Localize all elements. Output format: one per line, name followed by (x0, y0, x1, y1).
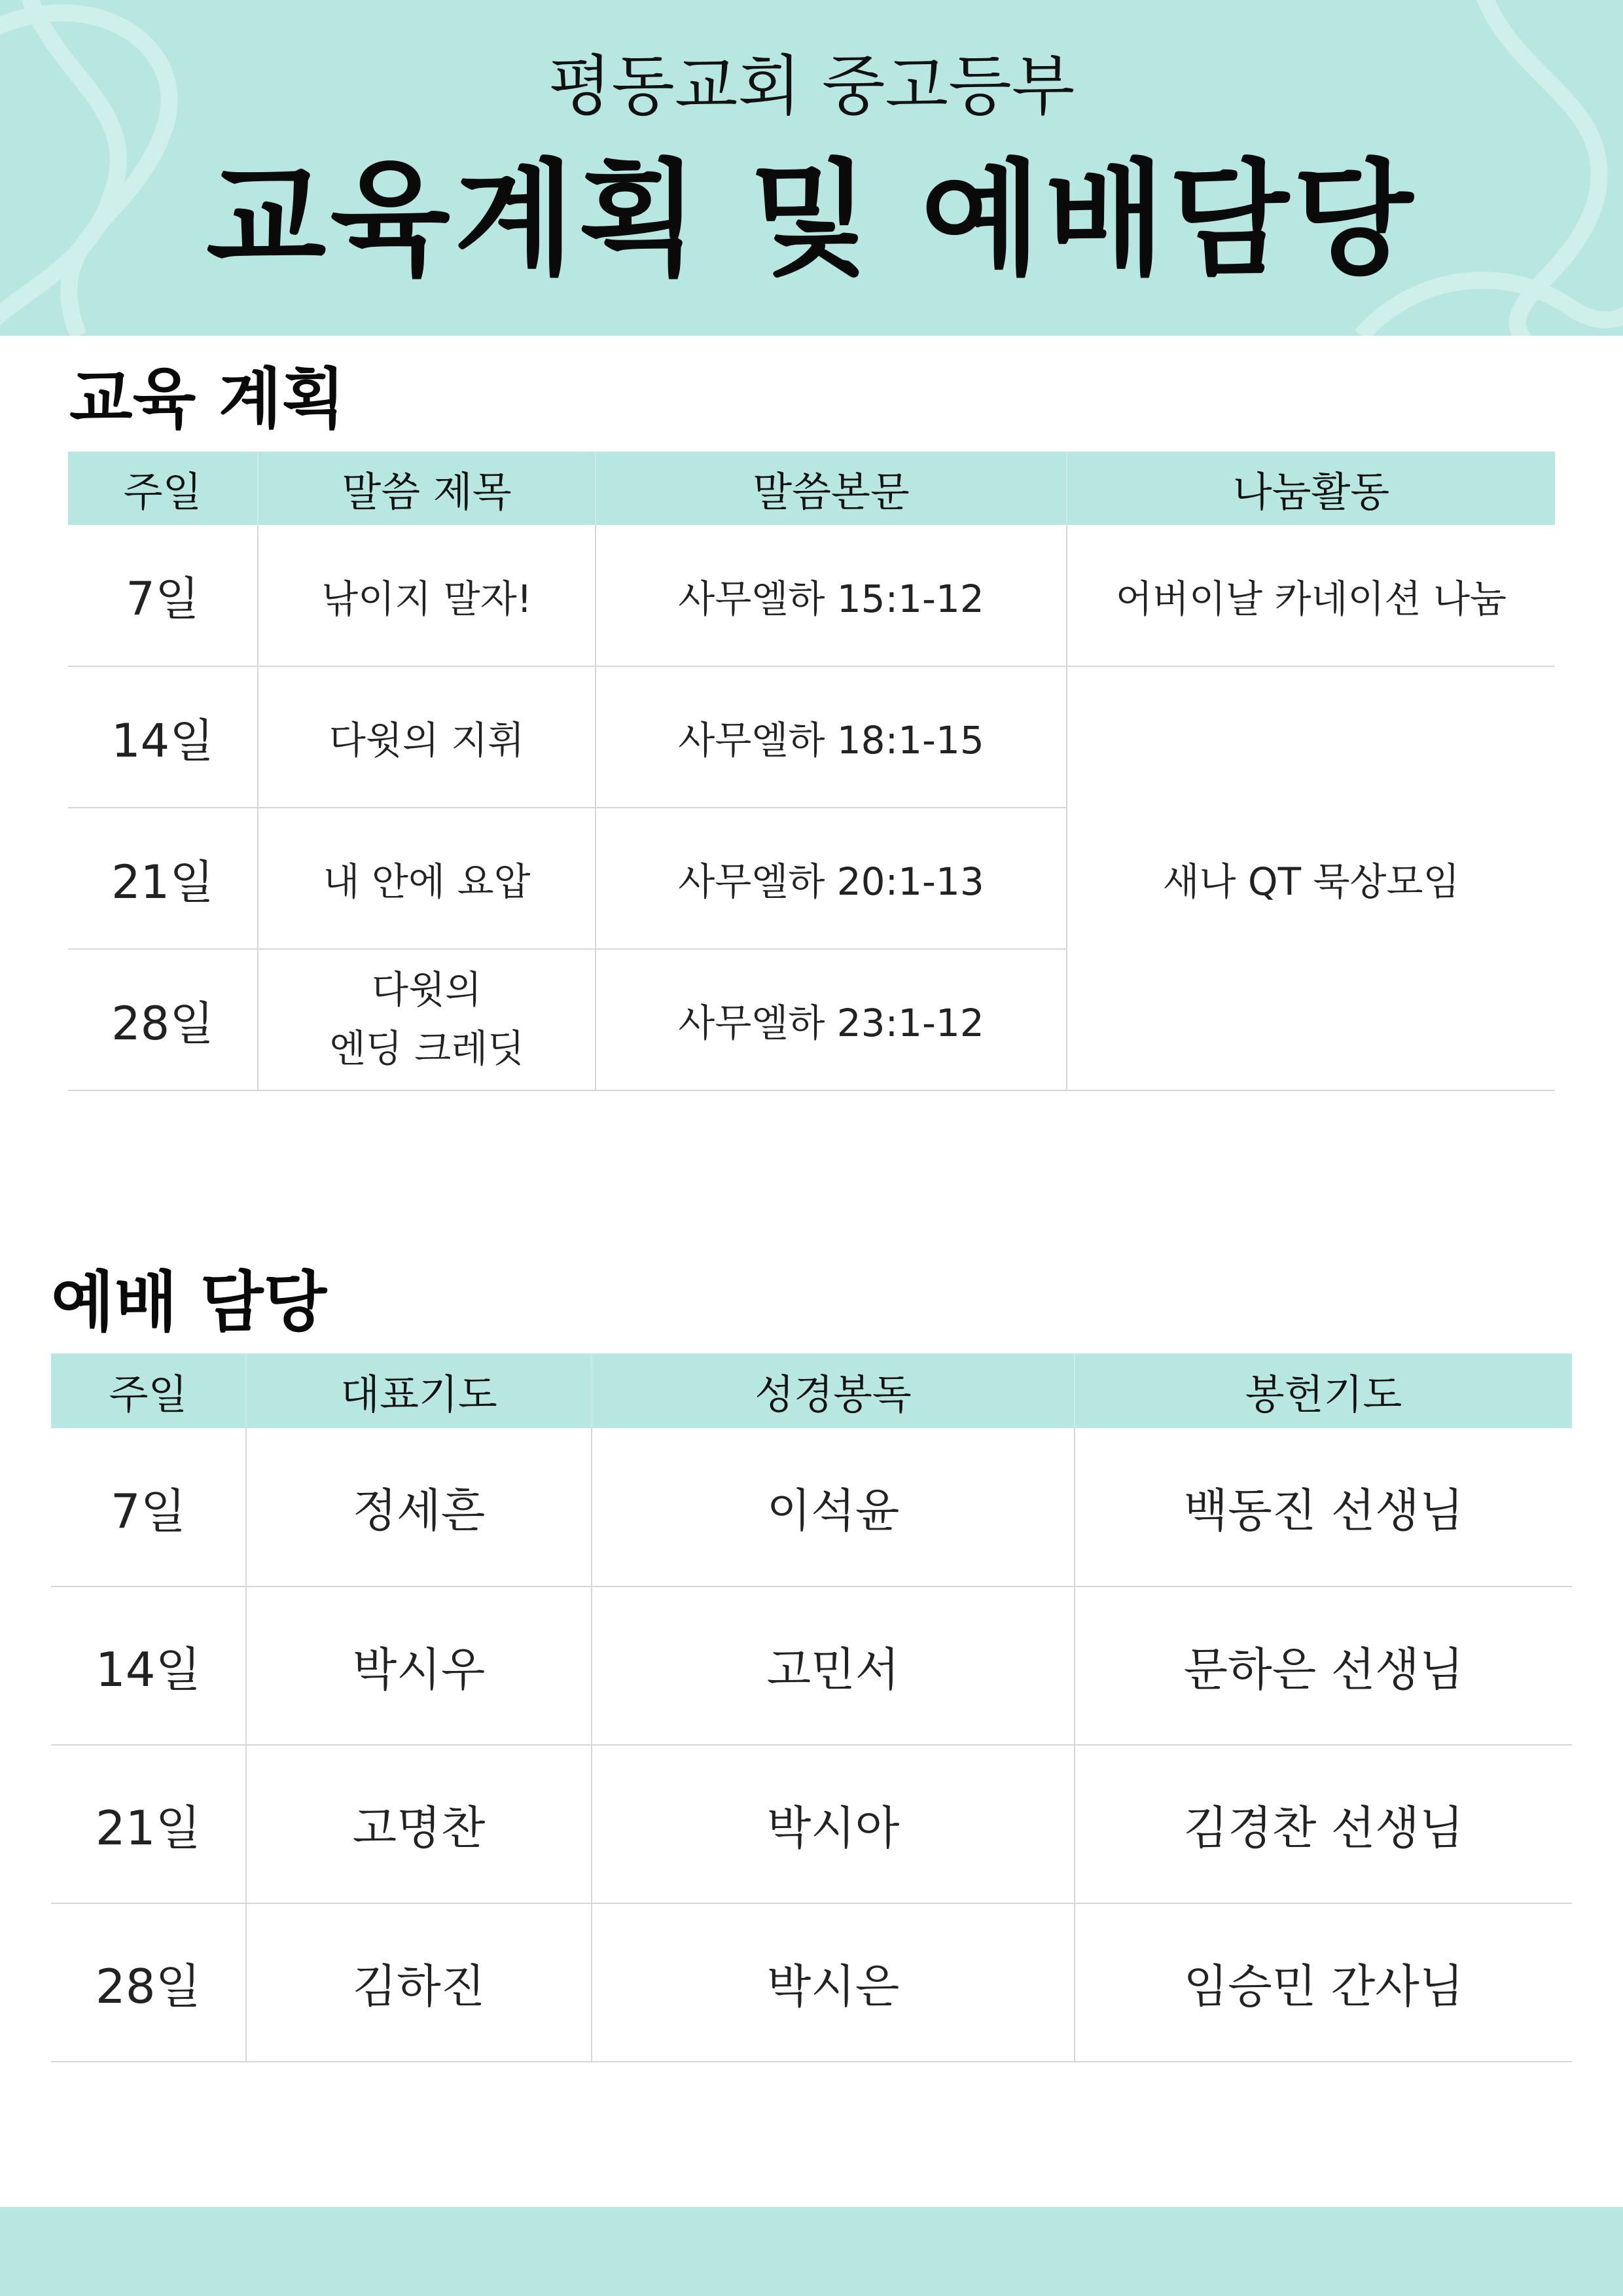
education-plan-table (68, 452, 1555, 1091)
worship-section-title: 예배 담당 (51, 1264, 327, 1340)
representative-prayer: 정세흔 (246, 1428, 592, 1587)
offering-prayer: 김경찬 선생님 (1075, 1745, 1572, 1903)
sunday-date: 28일 (51, 1903, 246, 2062)
sharing-activity: 새나 QT 묵상모임 (1067, 666, 1555, 1090)
table-row (51, 1428, 1572, 1587)
sermon-title: 다윗의 지휘 (258, 666, 596, 808)
sermon-title: 낚이지 말자! (258, 525, 596, 666)
representative-prayer: 고명찬 (246, 1745, 592, 1903)
sunday-date: 21일 (68, 808, 258, 949)
worship-duty-table (51, 1354, 1572, 2062)
bible-reading: 박시은 (592, 1903, 1075, 2062)
scripture-passage: 사무엘하 20:1-13 (596, 808, 1067, 949)
sermon-title (258, 949, 596, 1090)
sunday-date: 7일 (51, 1428, 246, 1587)
sermon-title-line: 다윗의 (371, 967, 482, 1013)
sharing-activity: 어버이날 카네이션 나눔 (1067, 525, 1555, 666)
church-name: 평동교회 중고등부 (548, 48, 1075, 124)
table-header-row (51, 1354, 1572, 1428)
column-header: 성경봉독 (592, 1354, 1075, 1428)
offering-prayer: 백동진 선생님 (1075, 1428, 1572, 1587)
column-header: 말씀본문 (596, 452, 1067, 525)
sermon-title: 내 안에 요압 (258, 808, 596, 949)
representative-prayer: 김하진 (246, 1903, 592, 2062)
table-row (51, 1587, 1572, 1745)
column-header: 말씀 제목 (258, 452, 596, 525)
scripture-passage: 사무엘하 23:1-12 (596, 949, 1067, 1090)
column-header: 주일 (68, 452, 258, 525)
scripture-passage: 사무엘하 15:1-12 (596, 525, 1067, 666)
bible-reading: 이석윤 (592, 1428, 1075, 1587)
sermon-title-line: 엔딩 크레딧 (329, 1026, 525, 1071)
sunday-date: 14일 (68, 666, 258, 808)
table-row (68, 525, 1555, 666)
footer-band (0, 2207, 1623, 2296)
table-row (51, 1903, 1572, 2062)
offering-prayer: 임승민 간사님 (1075, 1903, 1572, 2062)
column-header: 주일 (51, 1354, 246, 1428)
bible-reading: 박시아 (592, 1745, 1075, 1903)
bible-reading: 고민서 (592, 1587, 1075, 1745)
header-banner (0, 0, 1623, 336)
column-header: 봉헌기도 (1075, 1354, 1572, 1428)
education-section-title: 교육 계획 (69, 361, 346, 437)
table-row (51, 1745, 1572, 1903)
column-header: 나눔활동 (1067, 452, 1555, 525)
sunday-date: 21일 (51, 1745, 246, 1903)
offering-prayer: 문하은 선생님 (1075, 1587, 1572, 1745)
scripture-passage: 사무엘하 18:1-15 (596, 666, 1067, 808)
table-header-row (68, 452, 1555, 525)
sunday-date: 14일 (51, 1587, 246, 1745)
table-row (68, 666, 1555, 808)
column-header: 대표기도 (246, 1354, 592, 1428)
sunday-date: 28일 (68, 949, 258, 1090)
page-title: 교육계획 및 예배담당 (205, 147, 1418, 292)
sunday-date: 7일 (68, 525, 258, 666)
representative-prayer: 박시우 (246, 1587, 592, 1745)
